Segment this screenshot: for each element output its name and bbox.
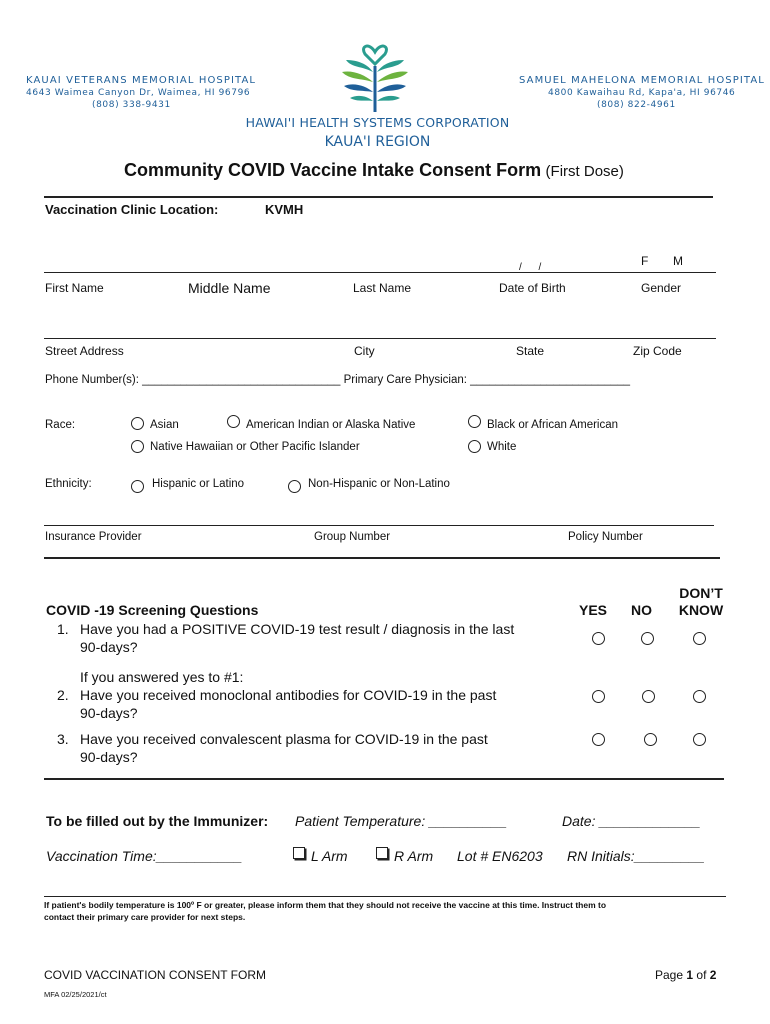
q3-yes-radio[interactable] (592, 733, 605, 746)
vaccination-time-field[interactable]: Vaccination Time:___________ (46, 848, 243, 864)
r-arm-checkbox[interactable] (376, 847, 388, 859)
q2-line2: 90-days? (80, 705, 138, 721)
race-asian-radio[interactable] (131, 417, 144, 430)
clinic-value: KVMH (265, 202, 304, 217)
right-hospital-name: SAMUEL MAHELONA MEMORIAL HOSPITAL (519, 75, 765, 86)
date-field[interactable]: Date: _____________ (562, 813, 701, 829)
immunizer-label: To be filled out by the Immunizer: (46, 813, 269, 829)
right-hospital-address: 4800 Kawaihau Rd, Kapa'a, HI 96746 (548, 88, 736, 98)
title-rule (44, 196, 713, 198)
page-of: of (696, 968, 707, 982)
footer-form-code: MFA 02/25/2021/ct (44, 990, 107, 999)
title-main: Community COVID Vaccine Intake Consent Form (124, 160, 542, 180)
q3-no-radio[interactable] (644, 733, 657, 746)
screening-heading: COVID -19 Screening Questions (46, 602, 259, 618)
q2-yes-radio[interactable] (592, 690, 605, 703)
temperature-notice-line2: contact their primary care provider for next steps. (44, 912, 246, 922)
footer-form-name: COVID VACCINATION CONSENT FORM (44, 968, 267, 982)
race-black-radio[interactable] (468, 415, 481, 428)
insurance-line[interactable] (44, 525, 714, 526)
phone-pcp-line[interactable]: Phone Number(s): _______________________________ Primary Care Physician: _________________________ (45, 374, 631, 386)
notice-rule (44, 896, 726, 897)
q2-number: 2. (57, 687, 69, 703)
q1-yes-radio[interactable] (592, 632, 605, 645)
q1-dont-know-radio[interactable] (693, 632, 706, 645)
race-asian-label: Asian (150, 419, 179, 431)
page-title (124, 160, 624, 181)
patient-temperature-field[interactable]: Patient Temperature: __________ (295, 813, 507, 829)
col-dont-know-1: DON’T (679, 585, 723, 601)
group-number-label: Group Number (314, 531, 391, 543)
q2-dont-know-radio[interactable] (693, 690, 706, 703)
l-arm-label: L Arm (311, 848, 348, 864)
rn-initials-field[interactable]: RN Initials:_________ (567, 848, 705, 864)
first-name-label: First Name (45, 281, 104, 295)
left-hospital-address: 4643 Waimea Canyon Dr, Waimea, HI 96796 (26, 88, 251, 98)
corporation-name: HAWAI'I HEALTH SYSTEMS CORPORATION (245, 115, 510, 130)
insurance-rule (44, 557, 720, 559)
q3-number: 3. (57, 731, 69, 747)
race-american-indian-label: American Indian or Alaska Native (246, 419, 416, 431)
street-address-label: Street Address (45, 344, 124, 358)
dob-label: Date of Birth (499, 281, 566, 295)
screening-rule (44, 778, 724, 780)
q3-line2: 90-days? (80, 749, 138, 765)
page-current: 1 (686, 968, 694, 982)
race-native-hawaiian-radio[interactable] (131, 440, 144, 453)
q3-dont-know-radio[interactable] (693, 733, 706, 746)
q1-line1: Have you had a POSITIVE COVID-19 test result / diagnosis in the last (80, 621, 515, 637)
insurance-provider-label: Insurance Provider (45, 531, 142, 543)
middle-name-label: Middle Name (188, 280, 271, 296)
ethnicity-non-hispanic-label: Non-Hispanic or Non-Latino (308, 478, 450, 490)
col-no: NO (631, 602, 652, 618)
race-american-indian-radio[interactable] (227, 415, 240, 428)
page-word: Page (655, 968, 684, 982)
address-line[interactable] (44, 338, 716, 339)
hhsc-leaf-logo (338, 38, 412, 114)
temperature-notice-line1: If patient's bodily temperature is 100º F or greater, please inform them that they should not receive the vaccine at this time. Instruct them to (44, 900, 607, 910)
q1-no-radio[interactable] (641, 632, 654, 645)
left-hospital-name: KAUAI VETERANS MEMORIAL HOSPITAL (26, 75, 257, 86)
page-total: 2 (709, 968, 717, 982)
race-white-label: White (487, 441, 517, 453)
last-name-label: Last Name (353, 281, 412, 295)
q2-line1: Have you received monoclonal antibodies for COVID-19 in the past (80, 687, 497, 703)
right-hospital-block (519, 75, 765, 111)
q1-number: 1. (57, 621, 69, 637)
race-black-label: Black or African American (487, 419, 619, 431)
l-arm-checkbox[interactable] (293, 847, 305, 859)
ethnicity-hispanic-label: Hispanic or Latino (152, 478, 245, 490)
policy-number-label: Policy Number (568, 531, 643, 543)
q1-line2: 90-days? (80, 639, 138, 655)
region-name: KAUA'I REGION (324, 134, 431, 150)
ethnicity-hispanic-radio[interactable] (131, 480, 144, 493)
gender-option-m[interactable]: M (673, 254, 683, 268)
left-hospital-phone: (808) 338-9431 (92, 100, 171, 110)
name-line[interactable] (44, 272, 716, 273)
zip-code-label: Zip Code (633, 344, 682, 358)
race-white-radio[interactable] (468, 440, 481, 453)
q2-no-radio[interactable] (642, 690, 655, 703)
gender-label: Gender (641, 281, 682, 295)
state-label: State (516, 344, 545, 358)
title-suffix: (First Dose) (545, 163, 624, 180)
ethnicity-label: Ethnicity: (45, 478, 92, 490)
col-yes: YES (579, 602, 608, 618)
ethnicity-non-hispanic-radio[interactable] (288, 480, 301, 493)
col-dont-know-2: KNOW (678, 602, 724, 618)
gender-option-f[interactable]: F (641, 254, 649, 268)
race-native-hawaiian-label: Native Hawaiian or Other Pacific Islander (150, 441, 360, 453)
lot-number: Lot # EN6203 (457, 848, 543, 864)
dob-slashes: / / (519, 262, 542, 273)
left-hospital-block (26, 75, 256, 111)
clinic-label: Vaccination Clinic Location: (45, 202, 219, 217)
race-label: Race: (45, 419, 76, 431)
page-number (655, 968, 716, 982)
r-arm-label: R Arm (394, 848, 434, 864)
q2-intro: If you answered yes to #1: (80, 669, 244, 685)
q3-line1: Have you received convalescent plasma for COVID-19 in the past (80, 731, 488, 747)
city-label: City (354, 344, 375, 358)
right-hospital-phone: (808) 822-4961 (597, 100, 676, 110)
